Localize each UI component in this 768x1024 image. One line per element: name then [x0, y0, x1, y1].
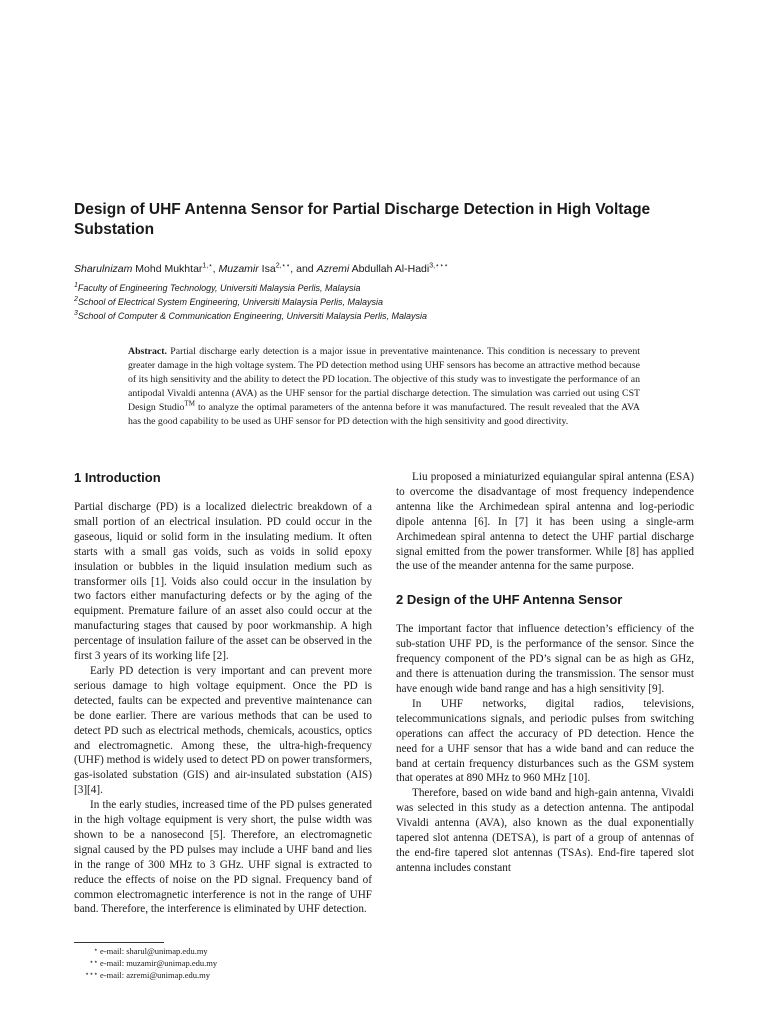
- section-1-heading: 1 Introduction: [74, 470, 161, 485]
- footnote-2: [74, 957, 372, 969]
- abstract-text: Partial discharge early detection is a major issue in preventative maintenance. This condition is necessary to prevent greater damage in the high voltage system. The PD detection method using UHF sensors has become an attractive method because of its high sensitivity and the ability to detect the PD location. The objective of this study was to investigate the performance of an antipodal Vivaldi antenna (AVA) as the UHF sensor for the partial discharge detection. The simulation was carried out using CST Design Studio: [128, 346, 640, 413]
- footnote-mark: ⋆⋆⋆: [84, 970, 98, 978]
- author-3-first-name: Azremi: [316, 263, 350, 275]
- affiliation-1: [74, 282, 696, 294]
- abstract-label: Abstract.: [128, 346, 167, 357]
- intro-paragraph-1: Partial discharge (PD) is a localized dielectric breakdown of a small portion of an electrical insulation. PD could occur in the gaseous, liquid or solid form in the insulating medium. It often starts with a small gas voids, such as voids in solid epoxy insulation or bubbles in the liquid insulation medium such as transformer oils [1]. Voids also could occur in the insulation by two factors either manufacturing defects or by the aging of the equipment. Premature failure of an asset also could occur at the manufacturing stages that caused by poor workmanship. A high percentage of insulation failure of the asset can be observed in the first 3 years of its working life [2].: [74, 501, 372, 663]
- affiliation-2: [74, 296, 696, 308]
- author-1-marks: 1,⋆: [202, 262, 213, 270]
- abstract-text-continued: to analyze the optimal parameters of the antenna before it was manufactured. The result revealed that the AVA has the good capability to be used as UHF sensor for PD detection with the high sensitivity and good directivity.: [128, 402, 640, 427]
- design-paragraph-3: Therefore, based on wide band and high-gain antenna, Vivaldi was selected in this study as a detection antenna. The antipodal Vivaldi antenna (AVA), also known as the dual exponentially tapered slot antenna (DETSA), is part of a group of antennas of the end-fire tapered slot antennas (TSAs). End-fire tapered slot antenna includes constant: [396, 787, 694, 874]
- author-3-last-name: Abdullah Al-Hadi: [349, 263, 430, 275]
- author-separator: , and: [290, 263, 317, 275]
- affiliation-text: School of Computer & Communication Engineering, Universiti Malaysia Perlis, Malaysia: [77, 311, 428, 321]
- abstract: [128, 345, 640, 429]
- footnote-email: e-mail: sharul@unimap.edu.my: [100, 946, 208, 956]
- intro-paragraph-2: Early PD detection is very important and can prevent more serious damage to high voltage equipment. Once the PD is detected, faults can be expected and preventive maintenance can be done earlier. There are various methods that can be used to detect PD such as electrical methods, chemicals, acoustics, optics and electromagnetic. Among these, the ultra-high-frequency (UHF) method is widely used to detect PD on power transformers, gas-isolated substation (GIS) and air-insulated substation (AIS) [3][4].: [74, 664, 372, 797]
- intro-paragraph-4: Liu proposed a miniaturized equiangular spiral antenna (ESA) to overcome the disadvantage of most frequency independence antenna like the Archimedean spiral antenna and log-periodic dipole antenna [6]. In [7] it has been using a single-arm Archimedean spiral antenna to detect the UHF partial discharge signal emitted from the power transformer. While [8] has applied the use of the meander antenna for the same purpose.: [396, 471, 694, 573]
- intro-paragraph-3: In the early studies, increased time of the PD pulses generated in the high voltage equipment is very short, the pulse width was shown to be a nanosecond [5]. Therefore, an electromagnetic signal caused by the PD pulses may include a UHF band and lies in the range of 300 MHz to 3 GHz. UHF signal is extracted to reduce the effects of noise on the PD signal. Frequency band of common electromagnetic interference is not in the range of UHF band. Therefore, the interference is eliminated by UHF detection.: [74, 799, 372, 916]
- footnote-rule: [74, 942, 164, 943]
- footnote-3: [74, 969, 372, 981]
- author-1-first-name: Sharulnizam: [74, 263, 133, 275]
- author-list: [74, 262, 696, 276]
- author-2-marks: 2,⋆⋆: [275, 262, 291, 270]
- author-separator: ,: [212, 263, 219, 275]
- footnote-mark: ⋆⋆: [89, 958, 98, 966]
- footnote-email: e-mail: azremi@unimap.edu.my: [100, 970, 211, 980]
- design-paragraph-2: In UHF networks, digital radios, televisions, telecommunications signals, and periodic pulses from switching operations can affect the accuracy of PD detection. Hence the need for a UHF sensor that has a wide band and can reduce the band at certain frequency disturbances such as the GSM system that operates at 890 MHz to 960 MHz [10].: [396, 697, 694, 785]
- author-1-last-name: Mohd Mukhtar: [132, 263, 203, 275]
- design-paragraph-1: The important factor that influence detection’s efficiency of the sub-station UHF PD, is the performance of the sensor. Since the frequency component of the PD’s signal can be as high as GHz, and there is attenuation during the transmission. The sensor must have enough wide band range and has a high sensitivity [9].: [396, 623, 694, 695]
- footnotes: [74, 942, 372, 981]
- author-2-first-name: Muzamir: [218, 263, 259, 275]
- footnote-email: e-mail: muzamir@unimap.edu.my: [100, 958, 218, 968]
- author-3-marks: 3,⋆⋆⋆: [429, 262, 449, 270]
- affiliation-3: [74, 310, 696, 322]
- footnote-1: [74, 945, 372, 957]
- left-column: [74, 470, 372, 917]
- footnote-mark: ⋆: [93, 946, 98, 954]
- author-2-last-name: Isa: [258, 263, 276, 275]
- affiliation-text: Faculty of Engineering Technology, Universiti Malaysia Perlis, Malaysia: [77, 283, 361, 293]
- affiliation-number: 2: [74, 296, 78, 303]
- right-column: [396, 470, 694, 876]
- section-2-heading: 2 Design of the UHF Antenna Sensor: [396, 592, 623, 608]
- trademark-mark: TM: [184, 399, 195, 408]
- affiliation-text: School of Electrical System Engineering, Universiti Malaysia Perlis, Malaysia: [77, 297, 384, 307]
- affiliation-number: 1: [74, 282, 78, 289]
- affiliation-number: 3: [74, 310, 78, 317]
- paper-title: Design of UHF Antenna Sensor for Partial Discharge Detection in High Voltage Substation: [74, 201, 651, 238]
